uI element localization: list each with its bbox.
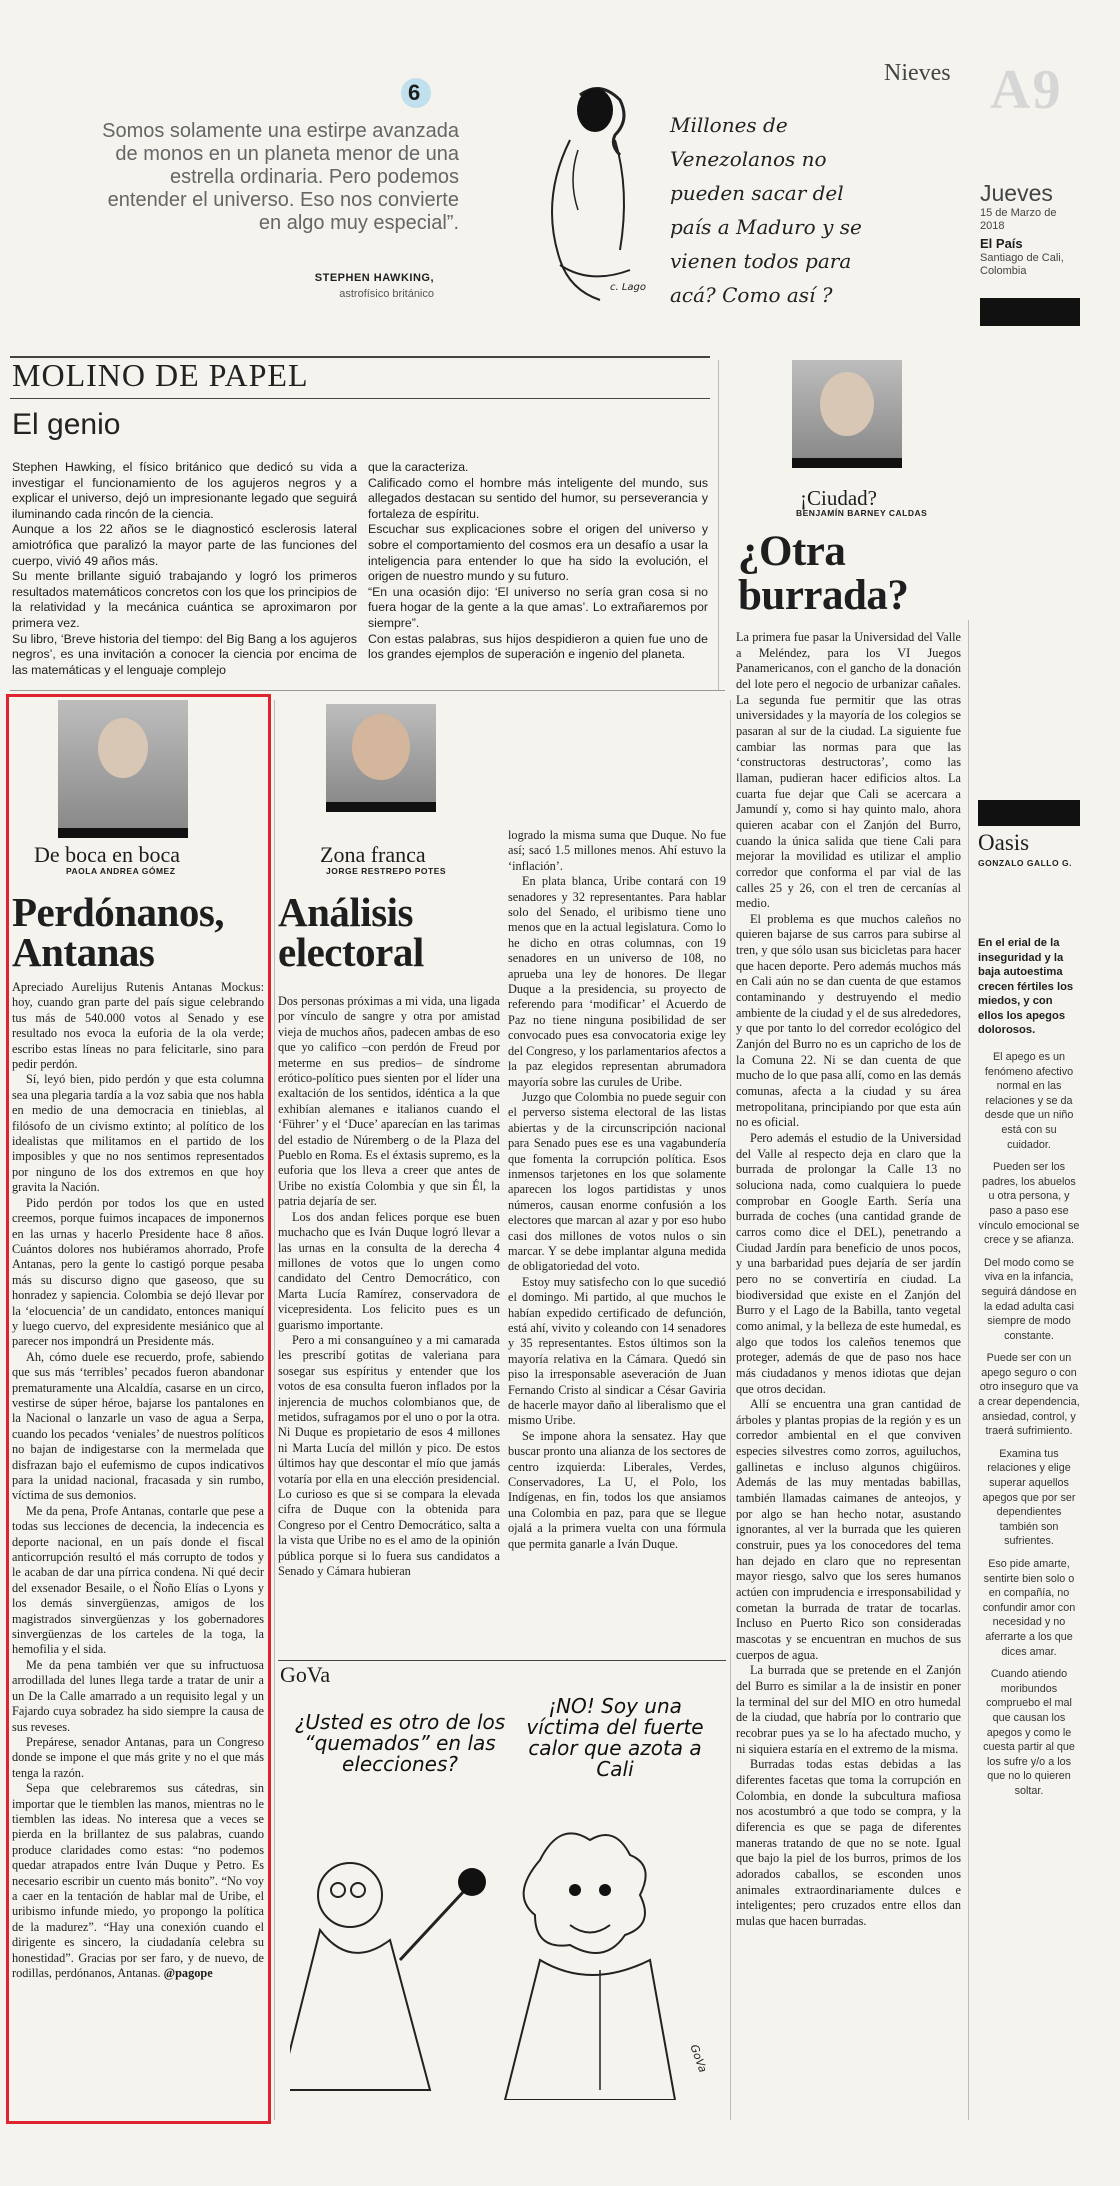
gova-drawing	[290, 1800, 726, 2100]
quote-author-role: astrofísico británico	[339, 288, 434, 300]
boca-headline: Perdónanos, Antanas	[12, 889, 225, 975]
ciudad-p4: Allí se encuentra una gran cantidad de árboles y plantas propias de la región y es un corredor ambiental en el que conviven especies silvestres como zorros, aguiluchos, gallinetas e incluso algunos chigüiros. Además de las muy mentadas babillas, también llamadas caimanes de anteojos, y por algo se han hecho notar, asustando ignorantes, al ver la burrada que les quieren construir, pues ya los conocedores del tema han dejado en claro que no representan mayor riesgo, salvo que los seres humanos actúen con imprudencia e irresponsabilidad y cometan la burrada de tratar de tocarlas. Incluso en Puerto Rico son consideradas mascotas y se encuentran en muchos de sus cuerpos de agua.	[736, 1397, 961, 1662]
rule-molino-right	[718, 360, 719, 690]
zona-p1: Dos personas próximas a mi vida, una ligada por vínculo de sangre y otra por amistad vieja de muchos años, padecen ambas de eso que yo califico –con perdón de Freud por meterme en sus predios– de síndrome erótico-político pues sienten por el líder una exaltación de los sentidos, idéntica a la que exhibían alemanes e italianos cuando el ‘Führer’ y el ‘Duce’ aparecían en las tarimas del estadio de Núremberg o de la Plaza del Pueblo en Roma. Es el éxtasis supremo, es la euforia que los lleva a creer que antes de Uribe no existía Colombia y que sin Él, la patria dejaría de ser.	[278, 994, 500, 1209]
boca-p5: Me da pena, Profe Antanas, contarle que pese a todas sus lecciones de decencia, la indecencia es deporte nacional, en un país donde el fiscal anticorrupción resultó el más corrupto de todos y le acaban de dar una pírrica condena. Ni qué decir del exsenador Besaile, o el Ñoño Elías o Lyons y los demás sinvergüenzas, amigos de los magistrados sinvergüenzas y los gobernadores sinvergüenzas de los carteles de la toga, la hemofilia y el sida.	[12, 1503, 264, 1657]
zona-p5: En plata blanca, Uribe contará con 19 senadores y 32 representantes. Para hablar solo del Senado, el uribismo tiene uno menos que en la actual legislatura. Como lo he dicho en otras columnas, con 19 senadores en un universo de 108, no aprueba una ley de honores. De llegar Duque a la presidencia, su proyecto de referendo para ‘modificar’ el Acuerdo de Paz no tiene ninguna posibilidad de ser convocado pues esa convocatoria exige ley del Congreso, y los parlamentarios afectos a la paz elegidos representan abrumadora mayoría sobre las curules de Uribe.	[508, 874, 726, 1089]
boca-p6: Me da pena también ver que su infructuosa arrodillada del lunes llega tarde a tratar de unir a un De la Calle amarrado a un requisito legal y un Fajardo cuya sobradez ha sido siempre la causa de sus reveses.	[12, 1657, 264, 1734]
ciudad-headline: ¿Otra burrada?	[738, 528, 909, 619]
boca-p7: Prepárese, senador Antanas, para un Congreso donde se impone el que más grite y no el que más tenga la razón.	[12, 1734, 264, 1780]
boca-p2: Sí, leyó bien, pido perdón y que esta columna sea una plegaria tardía a la voz sabia que nos habla en medio de una democracia en tinieblas, al filósofo de un civismo extinto; al político de los idealistas que militamos en el partido de los imposibles y que no nos sentimos representados por ninguno de los dos extremos en que hoy gravita la Nación.	[12, 1072, 264, 1195]
cartoon-top-caption: Millones de Venezolanos no pueden sacar del país a Maduro y se vienen todos para acá? Como así ?	[670, 113, 862, 307]
rule-mid-horizontal	[10, 690, 725, 691]
zona-p3: Pero a mi consanguíneo y a mi camarada les prescribí gotitas de valeriana para sosegar sus espíritus y entender que los votos de esa consulta fueron inflados por la injerencia de muchos colombianos que, de metidos, sufragamos por el uno o por la otra. Ni Duque es propietario de esos 4 millones ni Marta Lucía del millón y pico. De estos últimos hay que descontar el mío que jamás votaría por ella en una elección presidencial. Lo curioso es que si se compara la elevada cifra de Duque con la obtenida para Congreso por el Centro Democrático, salta a la vista que Uribe no es el amo de la opinión pública porque si lo fuera sus candidatos a Senado y Cámara hubieran	[278, 1332, 500, 1579]
molino-p5: que la caracteriza.	[368, 460, 469, 474]
molino-p1: Stephen Hawking, el físico británico que dedicó su vida a investigar el funcionamiento de los agujeros negros y a explicar el universo, dejó un impresionante legado que seguirá iluminando cada rincón de la ciencia.	[12, 460, 357, 521]
boca-body	[12, 980, 264, 1981]
header-date: 15 de Marzo de 2018	[980, 207, 1057, 232]
molino-section: MOLINO DE PAPEL	[12, 357, 309, 393]
ciudad-author: BENJAMÍN BARNEY CALDAS	[796, 508, 928, 518]
zona-col1	[278, 994, 500, 1579]
oasis-p2: Pueden ser los padres, los abuelos u otra persona, y paso a paso ese vínculo emocional se crece y se afianza.	[978, 1161, 1080, 1247]
molino-mid-rule	[10, 398, 710, 399]
header-city: Santiago de Cali, Colombia	[980, 252, 1064, 277]
ciudad-section: ¡Ciudad?	[800, 486, 877, 510]
ciudad-body	[736, 630, 961, 1929]
ciudad-p1: La primera fue pasar la Universidad del Valle a Meléndez, para los VI Juegos Panamericanos, con el gancho de la donación del lote pero el negocio de urbanizar cañales. La segunda fue permitir que las otras universidades y la mayoría de los colegios se pasaran al sur de la ciudad. La siguiente fue cambiar las normas para que las ‘constructoras destructoras’, como las llaman, pudieran hacer edificios altos. La cuarta fue dejar que Cali se acercara a Jamundí y, como si hay quinto malo, ahora quieren acabar con el Zanjón del Burro, cuando la única salida que tiene Cali para mejorar la movilidad es utilizar el amplio corredor que conforma el par vial de las calles 25 y 26, con el tren de cercanías al medio.	[736, 630, 961, 911]
header-paper: El País	[980, 236, 1023, 251]
boca-handle[interactable]: @pagope	[163, 1966, 213, 1980]
header-section: Nieves	[884, 60, 951, 86]
molino-col1	[12, 460, 357, 678]
gova-section: GoVa	[280, 1662, 331, 1687]
oasis-author: GONZALO GALLO G.	[978, 858, 1072, 868]
zona-p4: logrado la misma suma que Duque. No fue así; sacó 1.5 millones menos. Ahí estuvo la ‘inflación’.	[508, 828, 726, 873]
rule-boca-right	[274, 700, 275, 2120]
boca-p4: Ah, cómo duele ese recuerdo, profe, sabiendo que sus más ‘terribles’ pecados fueron abandonar prematuramente una Alcaldía, casarse en un circo, vestirse de súper héroe, bajarse los pantalones en la Nacional o lanzarle un vaso de agua a Serpa, cuando los pecados ‘veniales’ de nuestros políticos no bajan de indigestarse con la mermelada que disfrazan bajo el eufemismo de cupos indicativos para la unidad nacional, fracasada y sin rumbo, víctima de sus demonios.	[12, 1349, 264, 1503]
oasis-p7: Cuando atiendo moribundos compruebo el mal que causan los apegos y como le cuesta partir al que los sufre y/o a los que no lo quieren soltar.	[983, 1668, 1075, 1797]
zona-p6: Juzgo que Colombia no puede seguir con el perverso sistema electoral de las listas abiertas y de la circunscripción nacional para Senado pues ese es una vagabundería que fomenta la corrupción política. Esos inmensos tarjetones en los que solamente aparecen los logos partidistas y unos números, causan enorme confusión a los electores que marcan al azar y por eso hubo casi dos millones de votos nulos o sin marcar. Y se debe implantar alguna medida de obligatoriedad del voto.	[508, 1089, 726, 1274]
oasis-p6: Eso pide amarte, sentirte bien solo o en compañía, no confundir amor con necesidad y no aferrarte a los que dices amar.	[982, 1558, 1076, 1658]
ciudad-author-photo	[792, 360, 902, 468]
rule-ciudad-right	[968, 620, 969, 2120]
zona-col2	[508, 828, 726, 1552]
molino-p3: Su mente brillante siguió trabajando y logró los primeros resultados matemáticos concretos con los que los principios de la relatividad y la mecánica cuántica se aproximaron por primera vez.	[12, 569, 357, 630]
oasis-body	[978, 1050, 1080, 1799]
quote-author: STEPHEN HAWKING,	[314, 272, 434, 284]
molino-headline: El genio	[12, 408, 121, 441]
boca-p8	[12, 1781, 264, 1981]
oasis-black-bar	[978, 800, 1080, 826]
molino-col2	[368, 460, 708, 663]
header-drop-mark: 6	[408, 80, 421, 105]
oasis-p4: Puede ser con un apego seguro o con otro inseguro que va a crear dependencia, ansiedad, control, y traerá sufrimiento.	[978, 1352, 1080, 1438]
zona-section: Zona franca	[320, 842, 426, 867]
oasis-p3: Del modo como se viva en la infancia, seguirá dándose en la edad adulta casi siempre de modo constante.	[981, 1256, 1077, 1342]
zona-headline: Análisis electoral	[278, 889, 424, 975]
gova-bubble-right: ¡NO! Soy una víctima del fuerte calor que azota a Cali	[526, 1694, 704, 1781]
header-day: Jueves	[980, 180, 1053, 206]
ciudad-p2: El problema es que muchos caleños no quieren bajarse de sus carros para subirse al tren, y que sólo usan sus bicicletas para hacer que hacen deporte. Pero además muchos más en Cali aún no se dan cuenta de que estamos contaminando y destruyendo el medio ambiente de la ciudad y el de sus alrededores, y que por tanto lo del corredor ecológico del Zanjón del Burro no es un capricho de los de la Comuna 22. Ni se dan cuenta de que mucho de lo que pasa allí, como en las demás comunas, afecta a la ciudad y su área metropolitana, principiando por que esta aún no es oficial.	[736, 911, 962, 1130]
header-black-bar	[980, 298, 1080, 326]
gova-signature: GoVa	[687, 2042, 710, 2075]
molino-p2: Aunque a los 22 años se le diagnosticó esclerosis lateral amiotrófica que paralizó la mayor parte de las funciones del cuerpo, vivió 49 años más.	[12, 522, 357, 568]
zona-author: JORGE RESTREPO POTES	[326, 866, 447, 876]
quote-text: Somos solamente una estirpe avanzada de monos en un planeta menor de una estrella ordinaria. Pero podemos entender el universo. Eso nos convierte en algo muy especial”.	[102, 120, 459, 234]
ciudad-p3: Pero además el estudio de la Universidad del Valle al respecto deja en claro que la burrada de prolongar la Calle 13 no soluciona nada, como cualquiera lo puede comprobar en Google Earth. Sería una burrada de coches (una cantidad grande de carros como dice el DEL), penetrando a Ciudad Jardín para beneficio de unos pocos, y una barbaridad pues dejaría de ser jardín pero no se convertiría en ciudad. La biodiversidad que existe en el Zanjón del Burro y el Lago de la Babilla, tanto vegetal como animal, y la belleza de este humedal, es algo que todos los caleños tenemos que proteger, además de que de paso nos hace más ciudadanos y menos idiotas que dejan que otros decidan.	[736, 1131, 961, 1396]
zona-p7: Estoy muy satisfecho con lo que sucedió el domingo. Mi partido, al que muchos le habían expedido certificado de defunción, está ahí, vivito y coleando con 14 senadores y 35 representantes. Estos últimos son la mayoría relativa en la Cámara. Quedó sin piso la irresponsable aseveración de Juan Fernando Cristo al sindicar a César Gaviria de hacerle mayor daño al liberalismo que el mismo Uribe.	[508, 1274, 726, 1428]
header-page-number: A9	[990, 59, 1063, 121]
molino-p4: Su libro, ‘Breve historia del tiempo: del Big Bang a los agujeros negros’, es una invitación a conocer la ciencia por encima de las matemáticas y el lenguaje complejo	[12, 631, 357, 677]
oasis-p1: El apego es un fenómeno afectivo normal en las relaciones y se da desde que un niño está con su cuidador.	[984, 1051, 1074, 1151]
rule-zona-right	[730, 700, 731, 2120]
oasis-section: Oasis	[978, 830, 1030, 855]
molino-p9: Con estas palabras, sus hijos despidieron a quien fue uno de los grandes ejemplos de superación e ingenio del planeta.	[368, 631, 708, 662]
ciudad-p5: La burrada que se pretende en el Zanjón del Burro es similar a la de insistir en poner la terminal del sur del MIO en otro humedal de la ciudad, que habría por lo contrario que recobrar pues ya se lo ha afectado mucho, y ni siquiera estaría en el extremo de la misma.	[736, 1663, 961, 1756]
boca-section: De boca en boca	[34, 842, 180, 867]
oasis-p5: Examina tus relaciones y elige superar aquellos apegos que por ser dependientes también son sufrientes.	[982, 1447, 1076, 1548]
oasis-lead: En el erial de la inseguridad y la baja autoestima crecen fértiles los miedos, y con ellos los apegos dolorosos.	[978, 937, 1074, 1036]
boca-p1: Apreciado Aurelijus Rutenis Antanas Mockus: hoy, cuando gran parte del país sigue celebrando tus más de 540.000 votos al Senado y ese resultado nos evoca la euforia de la ola verde; escribo estas líneas no para felicitarle, sino para pedir perdón.	[12, 980, 264, 1072]
zona-p2: Los dos andan felices porque ese buen muchacho que es Iván Duque logró llevar a las urnas en la consulta de la derecha 4 millones de votos que lo ungen como candidato del Centro Democrático, con Marta Lucía Ramírez, conservadora de vicepresidenta. Los felicito pues es un guarismo importante.	[278, 1209, 500, 1332]
zona-author-photo	[326, 704, 436, 812]
boca-author: PAOLA ANDREA GÓMEZ	[66, 866, 176, 876]
molino-p8: “En una ocasión dijo: ‘El universo no sería gran cosa si no fuera hogar de la gente a la que amas’. Lo extrañaremos por siempre”.	[368, 584, 708, 630]
molino-p6: Calificado como el hombre más inteligente del mundo, sus allegados destacan su sentido del humor, su perseverancia y fortaleza de espíritu.	[368, 475, 708, 521]
boca-author-photo	[58, 700, 188, 838]
boca-p3: Pido perdón por todos los que en usted creemos, porque fuimos incapaces de imponernos en las urnas y hacerlo Presidente hace 8 años. Cuántos dolores nos hubiéramos ahorrado, Profe Antanas, pero la gente lo castigó porque pesaba más su discurso digno que gaseoso, que su honradez y sapiencia. Colombia se dejó llevar por la ‘elocuencia’ de un candidato, entonces maniquí y luego cuervo, del expresidente mesiánico que al parecer nos impondrá un Presidente más.	[12, 1195, 264, 1349]
boca-p8-text: Sepa que celebraremos sus cátedras, sin importar que le tiemblen las manos, mientras no le tiemblen las ideas. No interesa que a veces se pierda en la brillantez de sus palabras, cuando produce claridades como estas: “no podemos quedar atrapados entre Iván Duque y Petro. Es necesario escribir un cuento más bonito”. “No voy a caer en la tentación de hablar mal de Uribe, el uribismo infunde miedo, yo propongo la política de la madurez”. “Hay una conexión cuando el dirigente es sincero, la ciudadanía celebra su honestidad”. Gracias por ser faro, y de nuevo, de rodillas, perdónanos, Antanas.	[12, 1781, 264, 1980]
gova-bubble-left: ¿Usted es otro de los “quemados” en las elecciones?	[294, 1710, 506, 1776]
molino-p7: Escuchar sus explicaciones sobre el origen del universo y sobre el comportamiento del cosmos era un desafío a usar la inteligencia para entender lo que ha sido la evolución, el origen de nuestro mundo y su futuro.	[368, 522, 708, 584]
zona-p8: Se impone ahora la sensatez. Hay que buscar pronto una alianza de los sectores de centro izquierda: Liberales, Verdes, Conservadores, La U, el Polo, los Indígenas, en fin, todos los que ansiamos una Colombia en paz, para que se llegue ojalá a la primera vuelta con una fórmula que permita ganarle a Iván Duque.	[508, 1428, 726, 1551]
cartoon-top-drawing	[520, 80, 670, 310]
ciudad-p6: Burradas todas estas debidas a las diferentes facetas que toma la corrupción en Colombia, en donde la subcultura mafiosa nos acostumbró a que todo se compra, y la diferencia es que se paga de diferentes maneras tratando de que no se note. Igual que bajo la piel de los burros, primos de los adorados caballos, se esconden unos animales extraordinariamente dulces e inteligentes; pero cruzados entre ellos dan mulas que hacen burradas.	[736, 1757, 961, 1928]
gova-top-rule	[278, 1660, 726, 1661]
cartoon-top-signature: c. Lago	[610, 282, 647, 293]
